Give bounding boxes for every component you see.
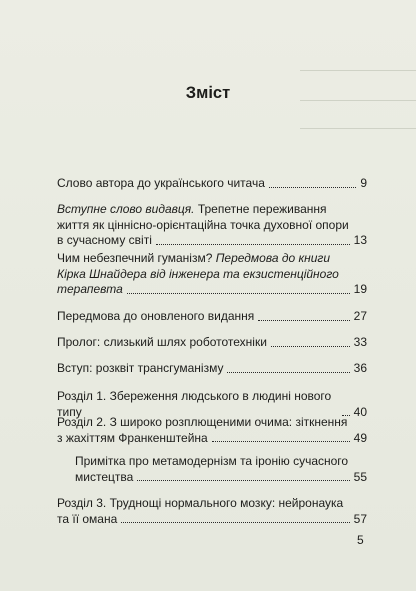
toc-entry-title: життя як ціннісно-орієнтаційна точка духовної опори <box>57 217 349 232</box>
toc-entry <box>57 335 367 351</box>
toc-entry-page: 13 <box>353 233 367 248</box>
toc-entry-title: Розділ 2. З широко розплющеними очима: зіткнення <box>57 415 348 429</box>
toc-entry-title: Примітка про метамодернізм та іронію сучасного <box>75 454 349 468</box>
dot-leader <box>121 522 349 523</box>
toc-title: Зміст <box>185 84 231 102</box>
toc-entry-title: в сучасному світі <box>57 233 152 248</box>
toc-entry-title: Слово автора до українського читача <box>57 176 265 190</box>
toc-entry-page: 40 <box>353 404 367 419</box>
dot-leader <box>258 320 349 321</box>
toc-entry-title: Трепетне переживання <box>194 202 327 216</box>
toc-entry <box>57 202 367 249</box>
toc-entry-page: 9 <box>360 176 367 190</box>
toc-entry-title: мистецтва <box>75 469 134 484</box>
toc-subentry <box>75 454 367 485</box>
toc-entry-page: 55 <box>353 469 367 484</box>
bleed-through-line <box>300 70 416 71</box>
toc-entry-page: 27 <box>353 309 367 323</box>
toc-entry-page: 19 <box>353 282 367 297</box>
toc-entry-title: Вступ: розквіт трансгуманізму <box>57 361 224 375</box>
toc-entry-page: 57 <box>353 511 367 526</box>
toc-entry <box>57 309 367 325</box>
toc-entry <box>57 251 367 298</box>
page-number: 5 <box>357 533 364 547</box>
toc-entry <box>57 176 367 192</box>
dot-leader <box>227 372 349 373</box>
toc-entry-title-italic: Передмова до книги <box>215 251 331 265</box>
toc-entry-title-italic: Вступне слово видавця. <box>57 202 195 216</box>
toc-entry-page: 33 <box>353 335 367 349</box>
toc-entry <box>57 496 367 527</box>
toc-entry-page: 49 <box>353 430 367 445</box>
toc-entry-title: Передмова до оновленого видання <box>57 309 255 323</box>
toc-entry-title: Пролог: слизький шлях робототехніки <box>57 335 267 349</box>
toc-entry <box>57 361 367 377</box>
dot-leader <box>156 244 350 245</box>
dot-leader <box>212 441 350 442</box>
bleed-through-line <box>300 128 416 129</box>
toc-entry-page: 36 <box>353 361 367 375</box>
dot-leader <box>271 346 350 347</box>
toc-entry <box>57 415 367 446</box>
dot-leader <box>269 187 356 188</box>
dot-leader <box>127 293 350 294</box>
toc-entry-title-italic: Кірка Шнайдера від інженера та екзистенційного <box>57 266 339 281</box>
toc-entry-title: та її омана <box>57 511 118 526</box>
toc-entry-title: Чим небезпечний гуманізм? <box>57 251 216 265</box>
dot-leader <box>137 480 349 481</box>
toc-entry-title: Розділ 1. Збереження людського в людині нового типу <box>57 389 332 419</box>
toc-entry-title: з жахіттям Франкенштейна <box>57 430 208 445</box>
toc-entry-title-italic: терапевта <box>57 282 123 297</box>
toc-entry-title: Розділ 3. Труднощі нормального мозку: нейронаука <box>57 496 344 510</box>
